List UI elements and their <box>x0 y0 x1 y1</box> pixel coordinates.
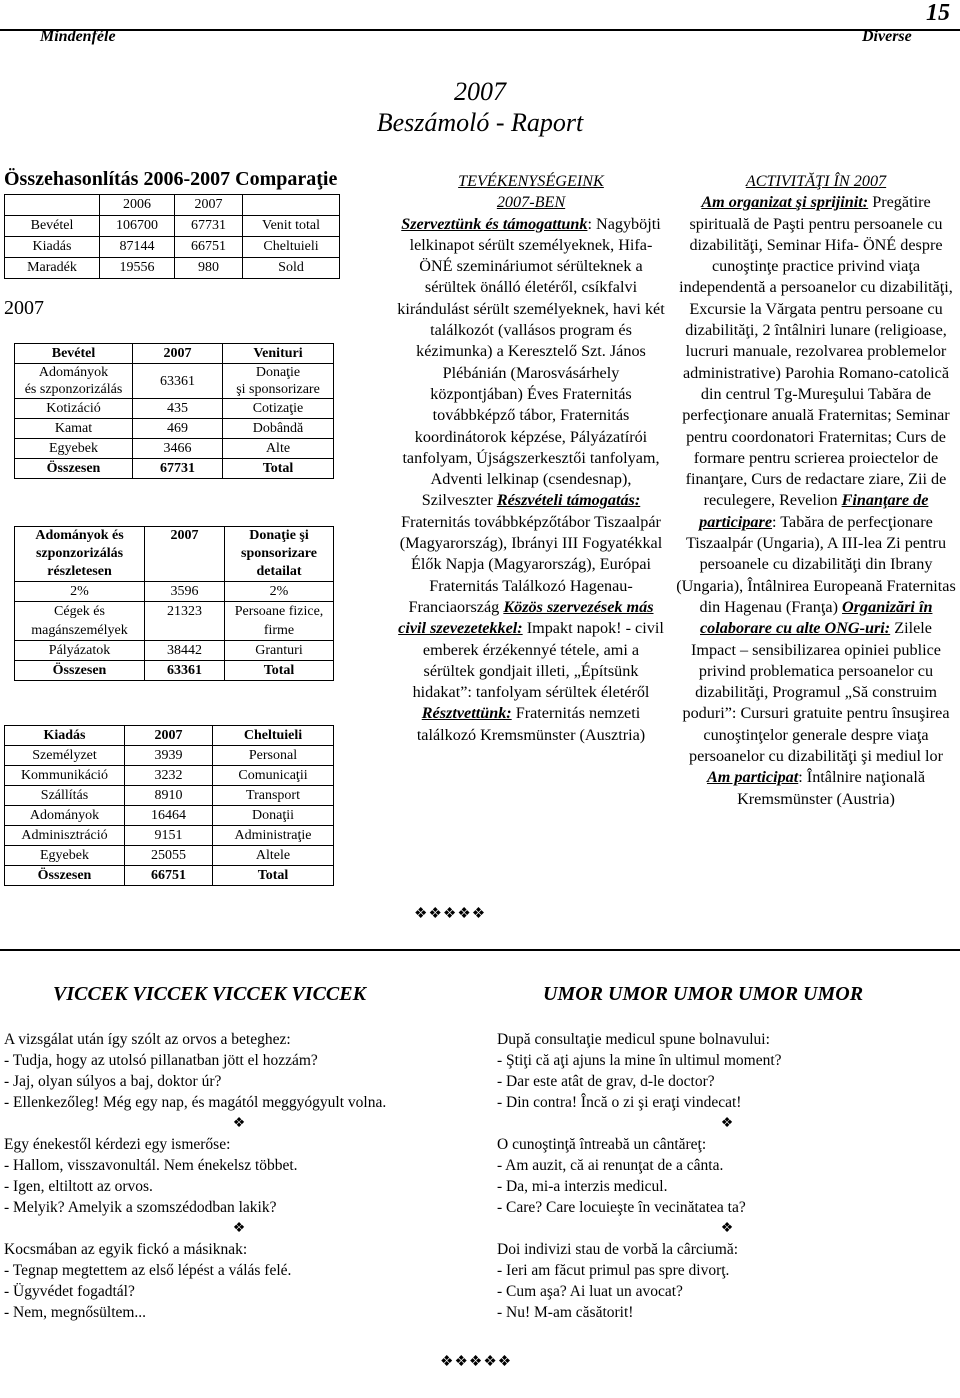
comparison-table <box>4 194 340 279</box>
section-label: Közös szervezések más civil szevezetekkel: <box>398 597 654 638</box>
table-cell: Venit total <box>243 216 340 237</box>
table-cell: Maradék <box>5 258 100 279</box>
activities-ro-title: ACTIVITĂŢI ÎN 2007 <box>745 172 887 190</box>
table-cell: Dobândă <box>223 419 334 439</box>
table-row <box>5 237 340 258</box>
table-cell: Egyebek <box>5 846 125 866</box>
table-cell: 21323 <box>145 602 225 641</box>
diamond-separator-icon: ❖ <box>720 1116 734 1131</box>
joke-line: - Ügyvédet fogadtál? <box>4 1283 135 1300</box>
table-header-cell: Adományok és szponzorizálás részletesen <box>15 527 145 582</box>
table-cell: 25055 <box>125 846 213 866</box>
joke-line: După consultaţie medicul spune bolnavului: <box>497 1031 770 1048</box>
section-label: Finanţare de participare <box>699 491 929 531</box>
table-row <box>5 746 334 766</box>
table-row <box>15 582 334 602</box>
joke-line: - Hallom, visszavonultál. Nem énekelsz többet. <box>4 1157 298 1174</box>
table-cell: Kamat <box>15 419 133 439</box>
activities-hu-column <box>396 171 666 746</box>
table-header-cell: Donaţie şi sponsorizare detailat <box>225 527 334 582</box>
jokes-hu-column <box>4 1029 474 1323</box>
table-cell <box>243 195 340 216</box>
table-total-row <box>15 459 334 479</box>
joke-line: - Nu! M-am căsătorit! <box>497 1304 634 1321</box>
table-cell: 2007 <box>175 195 243 216</box>
table-row <box>15 439 334 459</box>
jokes-ro-heading: UMOR UMOR UMOR UMOR UMOR <box>543 983 864 1005</box>
table-cell: Adományok és szponzorizálás <box>15 364 133 399</box>
table-row <box>15 641 334 661</box>
table-cell: Persoane fizice, firme <box>225 602 334 641</box>
table-cell: Szállítás <box>5 786 125 806</box>
joke-line: A vizsgálat után így szólt az orvos a beteghez: <box>4 1031 291 1048</box>
table-cell: Cotizaţie <box>223 399 334 419</box>
table-cell: 980 <box>175 258 243 279</box>
table-row <box>5 195 340 216</box>
income-table <box>14 343 334 479</box>
activities-hu-title: TEVÉKENYSÉGEINK <box>458 172 604 190</box>
table-header-cell: 2007 <box>133 344 223 364</box>
section-text: Pregătire spirituală de Paşti pentru persoanele cu dizabilităţi, Seminar Hifa- ÖNÉ despre cunoştinţe practice privind viaţa independentă a persoanelor cu dizabilităţi, Excursie la Vărgata pentru persoane cu dizabilităţi, 2 întâlniri lunare (religioase, lucruri manuale, rezolvarea problemelor administrative) Parohia Romano-catolică din centrul Tg-Mureşului Tabăra de perfecţionare anuală Fraternitas; Seminar pentru coordonatori Fraternitas; Curs de formare pentru scrierea proiectelor de finanţare, Curs de redactare ziare, Zii de reculegere, Revelion <box>679 193 953 510</box>
section-label: Am participat <box>706 768 799 787</box>
activities-ro-paragraph <box>676 192 956 810</box>
table-row <box>15 399 334 419</box>
table-cell: 106700 <box>100 216 175 237</box>
table-header-cell: Cheltuieli <box>213 726 334 746</box>
table-cell: 66751 <box>125 866 213 886</box>
joke-line: - Nem, megnősültem... <box>4 1304 147 1321</box>
diamond-separator-icon: ❖ <box>720 1221 734 1236</box>
table-cell: Total <box>225 661 334 681</box>
comparison-heading: Összehasonlítás 2006-2007 Comparaţie <box>4 168 338 190</box>
table-cell: Sold <box>243 258 340 279</box>
year-heading: 2007 <box>4 297 44 319</box>
table-cell: Donaţii <box>213 806 334 826</box>
joke-line: - Da, mi-a interzis medicul. <box>497 1178 668 1195</box>
table-cell: Kiadás <box>5 237 100 258</box>
table-cell: Adminisztráció <box>5 826 125 846</box>
section-text: : Nagyböjti lelkinapot sérült személyeknek, Hifa-ÖNÉ szemináriumot sérülteknek a sérültek önálló életéről, csíkfalvi kirándulást sérült személyeknek, havi két találkozót (vallásos program és kézimunka) a Keresztelő Szt. János Plébánián (Marosvásárhely központjában) Éves Fraternitás továbbképző tábor, Fraternitás koordinátorok képzése, Pályázatírói tanfolyam, Újságszerkesztői tanfolyam, Adventi lelkinap (csendesnap), Szilveszter <box>397 214 665 510</box>
diamond-ornament-icon: ❖❖❖❖❖ <box>440 1354 513 1370</box>
diamond-ornament-icon: ❖❖❖❖❖ <box>414 906 487 922</box>
joke-line: Doi indivizi stau de vorbă la cârciumă: <box>497 1241 739 1258</box>
table-cell: 2% <box>15 582 145 602</box>
table-row <box>5 806 334 826</box>
table-cell: Kommunikáció <box>5 766 125 786</box>
table-cell: Personal <box>213 746 334 766</box>
table-row <box>5 766 334 786</box>
table-cell: Adományok <box>5 806 125 826</box>
table-row <box>5 846 334 866</box>
table-row <box>5 216 340 237</box>
table-cell: 9151 <box>125 826 213 846</box>
table-cell: 3596 <box>145 582 225 602</box>
table-cell: Alte <box>223 439 334 459</box>
donations-table <box>14 526 334 681</box>
table-cell: 38442 <box>145 641 225 661</box>
section-text: : Tabăra de perfecţionare Tiszaalpár (Ungaria), A III-lea Zi pentru persoanele cu dizabilităţi din Ibrany (Ungaria), Întâlnirea Europeană Fraternitas din Hagenau (Franţa) <box>676 512 956 616</box>
table-row <box>5 726 334 746</box>
table-cell: Comunicaţii <box>213 766 334 786</box>
table-cell: Összesen <box>15 661 145 681</box>
table-header-cell: 2007 <box>125 726 213 746</box>
table-row <box>5 258 340 279</box>
table-row <box>15 419 334 439</box>
table-cell: Kotizáció <box>15 399 133 419</box>
joke-line: - Jaj, olyan súlyos a baj, doktor úr? <box>4 1073 222 1090</box>
section-text: Fraternitás nemzeti találkozó Kremsmünster (Ausztria) <box>416 704 646 744</box>
table-cell: Egyebek <box>15 439 133 459</box>
table-cell: 67731 <box>133 459 223 479</box>
table-cell: 3232 <box>125 766 213 786</box>
running-head-left: Mindenféle <box>40 28 116 45</box>
table-header-cell: Venituri <box>223 344 334 364</box>
table-cell: 87144 <box>100 237 175 258</box>
report-title: Beszámoló - Raport <box>376 108 584 137</box>
joke-line: - Ştiţi că aţi ajuns la mine în ultimul moment? <box>497 1052 782 1069</box>
table-cell: 63361 <box>133 364 223 399</box>
table-row <box>15 602 334 641</box>
table-row <box>15 527 334 582</box>
activities-hu-paragraph <box>396 214 666 746</box>
joke-line: - Ellenkezőleg! Még egy nap, és magától meggyógyult volna. <box>4 1094 387 1111</box>
joke-line: Kocsmában az egyik fickó a másiknak: <box>4 1241 248 1258</box>
table-cell: 435 <box>133 399 223 419</box>
table-cell: 67731 <box>175 216 243 237</box>
table-cell: Transport <box>213 786 334 806</box>
joke-line: - Dar este atât de grav, d-le doctor? <box>497 1073 715 1090</box>
table-cell: Total <box>213 866 334 886</box>
page-number: 15 <box>926 0 950 26</box>
table-cell: 8910 <box>125 786 213 806</box>
table-header-cell: Bevétel <box>15 344 133 364</box>
table-cell <box>5 195 100 216</box>
table-cell: Total <box>223 459 334 479</box>
table-row <box>5 786 334 806</box>
table-row <box>15 344 334 364</box>
table-row <box>15 364 334 399</box>
table-cell: 469 <box>133 419 223 439</box>
section-label: Részvételi támogatás: <box>496 491 641 510</box>
jokes-hu-heading: VICCEK VICCEK VICCEK VICCEK <box>53 983 366 1005</box>
diamond-separator-icon: ❖ <box>232 1221 246 1236</box>
table-cell: 63361 <box>145 661 225 681</box>
table-cell: Cégek és magánszemélyek <box>15 602 145 641</box>
section-divider <box>0 949 960 951</box>
joke-line: - Cum aşa? Ai luat un avocat? <box>497 1283 683 1300</box>
section-label: Organizări în colaborare cu alte ONG-uri: <box>700 597 933 638</box>
joke-line: O cunoştinţă întreabă un cântăreţ: <box>497 1136 707 1153</box>
joke-line: - Tudja, hogy az utolsó pillanatban jött el hozzám? <box>4 1052 318 1069</box>
joke-line: - Am auzit, că ai renunţat de a cânta. <box>497 1157 724 1174</box>
table-cell: 3939 <box>125 746 213 766</box>
running-head-right: Diverse <box>862 28 912 45</box>
table-cell: Granturi <box>225 641 334 661</box>
section-text: Fraternitás továbbképzőtábor Tiszaalpár (Magyarország), Ibrányi III Fogyatékkal Élők Napja (Magyarország), Európai Fraternitás Találkozó Hagenau-Franciaország <box>399 512 663 616</box>
table-cell: 2006 <box>100 195 175 216</box>
section-text: Zilele Impact – sensibilizarea opiniei publice privind problematica persoanelor cu dizabilităţi, Programul „Să construim poduri”: Cursuri gratuite pentru însuşirea cunoştinţelor generale despre viaţa persoanelor cu dizabilităţi şi mediul lor <box>682 619 950 766</box>
table-cell: Összesen <box>5 866 125 886</box>
table-cell: Összesen <box>15 459 133 479</box>
joke-line: - Melyik? Amelyik a szomszédodban lakik? <box>4 1199 277 1216</box>
expense-table <box>4 725 334 886</box>
table-cell: Személyzet <box>5 746 125 766</box>
table-cell: 66751 <box>175 237 243 258</box>
table-cell: Administraţie <box>213 826 334 846</box>
table-total-row <box>15 661 334 681</box>
table-cell: 19556 <box>100 258 175 279</box>
report-year: 2007 <box>454 77 506 106</box>
table-cell: Donaţie şi sponsorizare <box>223 364 334 399</box>
section-text: Impakt napok! - civil emberek érzékennyé tétele, ami a sérültek gondjait illeti, „Építsünk hidakat”: tanfolyam sérültek életéről <box>412 619 664 702</box>
diamond-separator-icon: ❖ <box>232 1116 246 1131</box>
table-row <box>5 826 334 846</box>
table-header-cell: Kiadás <box>5 726 125 746</box>
header-rule <box>0 29 960 31</box>
table-cell: Altele <box>213 846 334 866</box>
section-label: Am organizat şi sprijinit: <box>701 193 869 212</box>
section-label: Résztvettünk: <box>421 704 512 723</box>
jokes-ro-column <box>497 1029 957 1323</box>
table-cell: 3466 <box>133 439 223 459</box>
joke-line: - Care? Care locuieşte în vecinătatea ta? <box>497 1199 746 1216</box>
section-text: : Întâlnire naţională Kremsmünster (Austria) <box>737 768 926 808</box>
section-label: Szerveztünk és támogattunk <box>401 214 588 233</box>
activities-ro-column <box>676 171 956 810</box>
table-cell: 16464 <box>125 806 213 826</box>
joke-line: - Igen, eltiltott az orvos. <box>4 1178 153 1195</box>
table-header-cell: 2007 <box>145 527 225 582</box>
joke-line: - Ieri am făcut primul pas spre divorţ. <box>497 1262 730 1279</box>
table-cell: Cheltuieli <box>243 237 340 258</box>
joke-line: Egy énekestől kérdezi egy ismerőse: <box>4 1136 231 1153</box>
joke-line: - Tegnap megtettem az első lépést a válás felé. <box>4 1262 292 1279</box>
table-cell: Pályázatok <box>15 641 145 661</box>
joke-line: - Din contra! Încă o zi şi eraţi vindecat! <box>497 1094 742 1111</box>
table-cell: Bevétel <box>5 216 100 237</box>
table-cell: 2% <box>225 582 334 602</box>
activities-hu-subtitle: 2007-BEN <box>496 193 566 212</box>
table-total-row <box>5 866 334 886</box>
